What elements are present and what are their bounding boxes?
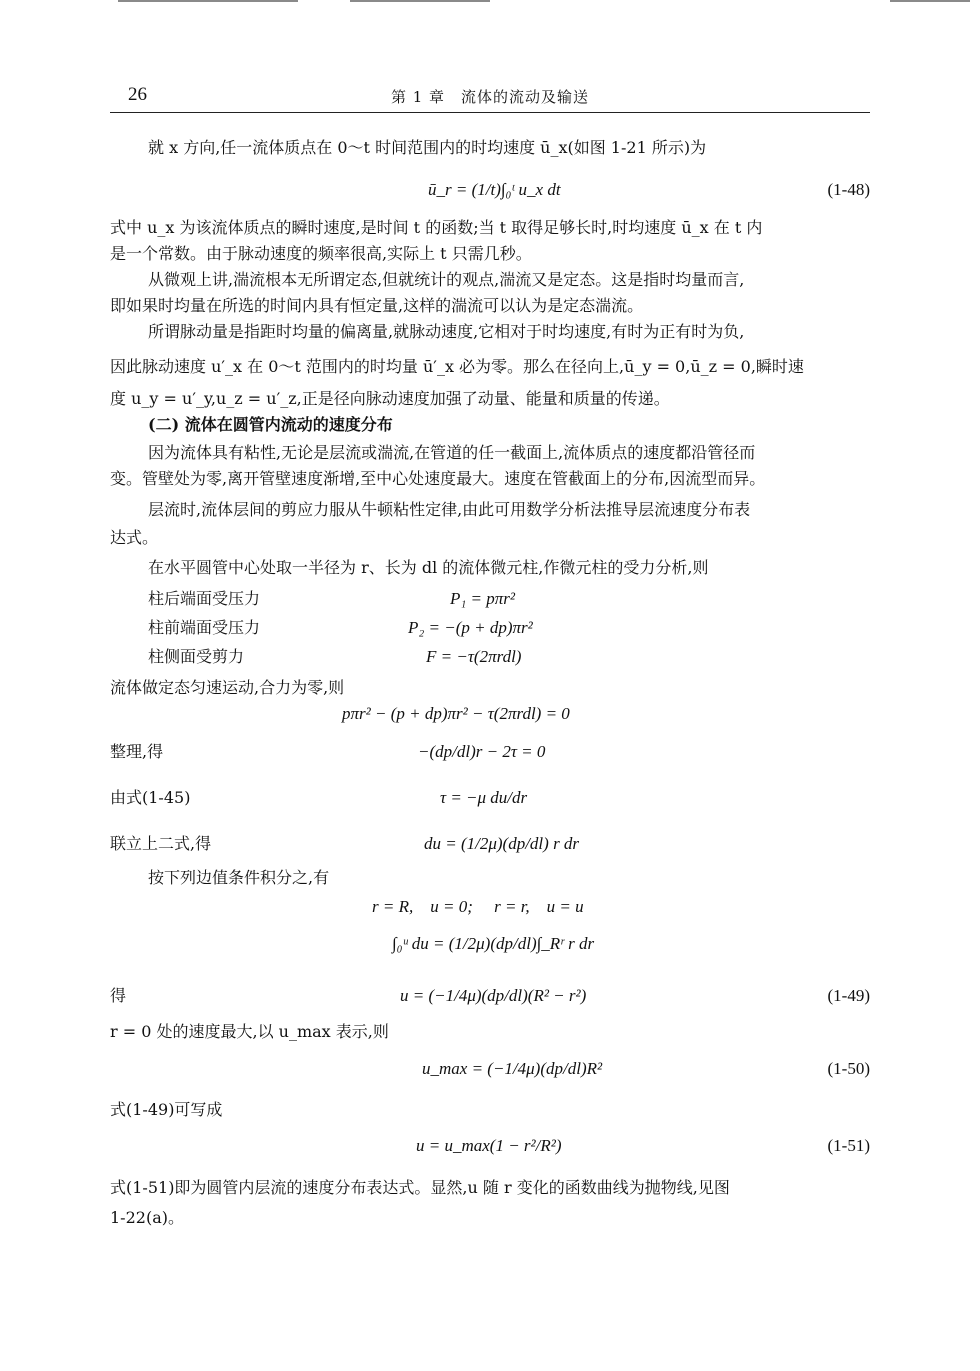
- section-heading: (二) 流体在圆管内流动的速度分布: [148, 415, 393, 434]
- equation-lead-label: 得: [110, 986, 127, 1005]
- paragraph-line: 按下列边值条件积分之,有: [148, 868, 330, 887]
- equation-body: pπr² − (p + dp)πr² − τ(2πrdl) = 0: [342, 704, 570, 723]
- derivation-equation: du = (1/2μ)(dp/dl) r dr: [424, 834, 580, 853]
- equation-number: (1-51): [827, 1136, 870, 1155]
- paragraph-line: 所谓脉动量是指距时均量的偏离量,就脉动速度,它相对于时均速度,有时为正有时为负,: [148, 322, 745, 341]
- force-label: 柱侧面受剪力: [148, 647, 245, 666]
- equation-1-48: [110, 178, 870, 208]
- page-number: 26: [128, 84, 147, 105]
- force-equation: P₂ = −(p + dp)πr²: [408, 618, 533, 637]
- derivation-row: [110, 740, 870, 770]
- boundary-conditions-text: r = R, u = 0; r = r, u = u: [372, 897, 584, 916]
- paragraph-line: 因此脉动速度 u′_x 在 0～t 范围内的时均量 ū′_x 必为零。那么在径向上,ū_y = 0,ū_z = 0,瞬时速: [110, 357, 804, 376]
- derivation-label: 联立上二式,得: [110, 834, 212, 853]
- paragraph-line: 式中 u_x 为该流体质点的瞬时速度,是时间 t 的函数;当 t 取得足够长时,时均速度 ū_x 在 t 内: [110, 218, 763, 237]
- equation-body: u_max = (−1/4μ)(dp/dl)R²: [422, 1059, 603, 1078]
- paragraph-line: 变。管壁处为零,离开管壁速度渐增,至中心处速度最大。速度在管截面上的分布,因流型而异。: [110, 469, 766, 488]
- derivation-label: 由式(1-45): [110, 788, 191, 807]
- force-row: [110, 616, 870, 642]
- running-head: 第 1 章 流体的流动及输送: [390, 88, 590, 106]
- paragraph-line: 就 x 方向,任一流体质点在 0～t 时间范围内的时均速度 ū_x(如图 1-21 所示)为: [148, 138, 707, 157]
- paragraph-line: 式(1-51)即为圆管内层流的速度分布表达式。显然,u 随 r 变化的函数曲线为抛物线,见图: [110, 1178, 730, 1197]
- paragraph-line: 因为流体具有粘性,无论是层流或湍流,在管道的任一截面上,流体质点的速度都沿管径而: [148, 443, 756, 462]
- equation-1-51: [110, 1134, 870, 1166]
- paragraph-line: 式(1-49)可写成: [110, 1100, 223, 1119]
- equation-1-50: [110, 1057, 870, 1087]
- equation-number: (1-48): [827, 180, 870, 199]
- force-equation: P₁ = pπr²: [450, 589, 515, 608]
- paragraph-line: 达式。: [110, 528, 159, 547]
- derivation-row: [110, 832, 870, 862]
- equation-1-49: [110, 984, 870, 1014]
- equation-balance: [110, 702, 870, 730]
- page-header: [110, 84, 870, 110]
- header-rule: [110, 112, 870, 113]
- scan-edge-marks: [0, 0, 980, 6]
- integral-equation: [110, 932, 870, 964]
- equation-number: (1-49): [827, 986, 870, 1005]
- derivation-equation: τ = −μ du/dr: [440, 788, 528, 807]
- equation-body: u = u_max(1 − r²/R²): [416, 1136, 562, 1155]
- paragraph-line: 度 u_y = u′_y,u_z = u′_z,正是径向脉动速度加强了动量、能量和质量的传递。: [110, 389, 670, 408]
- derivation-label: 整理,得: [110, 742, 164, 761]
- equation-body: ∫₀ᵘ du = (1/2μ)(dp/dl)∫_Rʳ r dr: [392, 934, 595, 953]
- force-label: 柱前端面受压力: [148, 618, 261, 637]
- paragraph-line: 在水平圆管中心处取一半径为 r、长为 dl 的流体微元柱,作微元柱的受力分析,则: [148, 558, 709, 577]
- paragraph-line: 层流时,流体层间的剪应力服从牛顿粘性定律,由此可用数学分析法推导层流速度分布表: [148, 500, 751, 519]
- force-row: [110, 645, 870, 671]
- force-equation: F = −τ(2πrdl): [426, 647, 522, 666]
- paragraph-line: 是一个常数。由于脉动速度的频率很高,实际上 t 只需几秒。: [110, 244, 532, 263]
- paragraph-line: 流体做定态匀速运动,合力为零,则: [110, 678, 345, 697]
- boundary-conditions: [110, 895, 870, 921]
- paragraph-line: 1-22(a)。: [110, 1208, 184, 1227]
- force-label: 柱后端面受压力: [148, 589, 261, 608]
- paragraph-line: 即如果时均量在所选的时间内具有恒定量,这样的湍流可以认为是定态湍流。: [110, 296, 644, 315]
- equation-body: u = (−1/4μ)(dp/dl)(R² − r²): [400, 986, 587, 1005]
- derivation-equation: −(dp/dl)r − 2τ = 0: [418, 742, 546, 761]
- equation-body: ū_r = (1/t)∫₀ᵗ u_x dt: [428, 180, 561, 199]
- paragraph-line: r = 0 处的速度最大,以 u_max 表示,则: [110, 1022, 389, 1041]
- derivation-row: [110, 786, 870, 816]
- force-row: [110, 587, 870, 613]
- paragraph-line: 从微观上讲,湍流根本无所谓定态,但就统计的观点,湍流又是定态。这是指时均量而言,: [148, 270, 745, 289]
- equation-number: (1-50): [827, 1059, 870, 1078]
